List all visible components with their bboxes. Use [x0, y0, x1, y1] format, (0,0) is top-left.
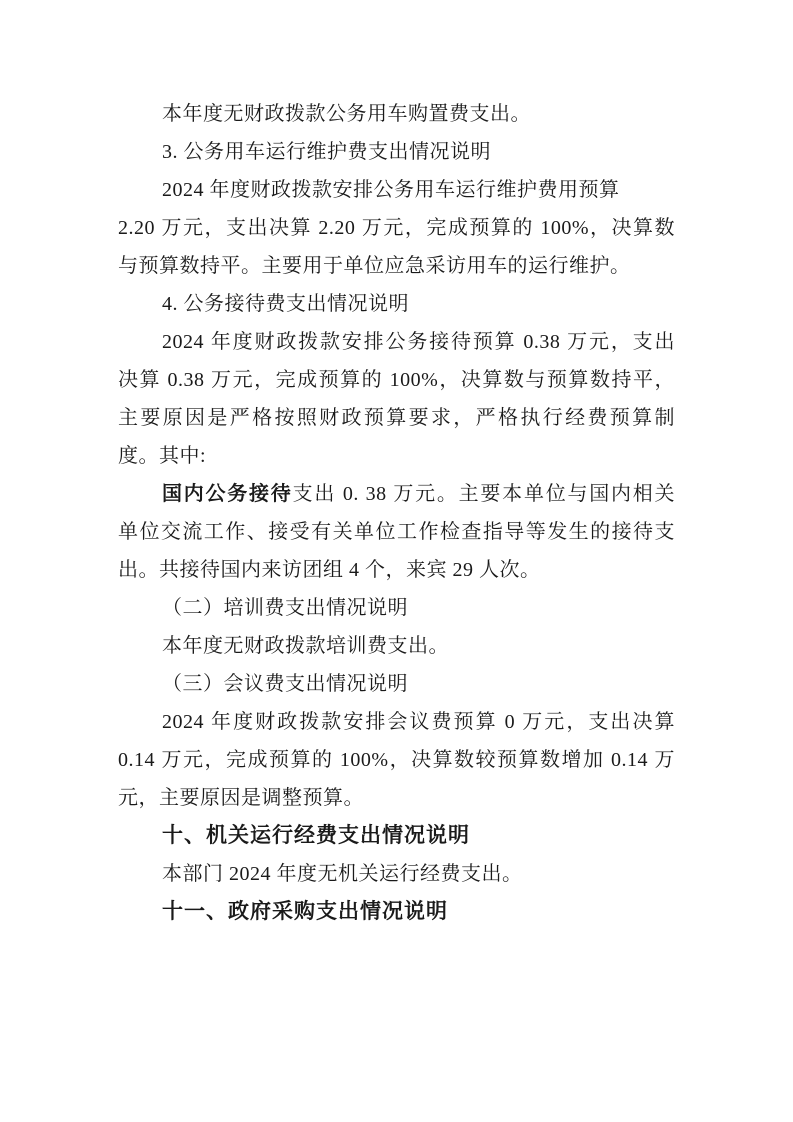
text-line: 主要原因是严格按照财政预算要求，严格执行经费预算制 [118, 407, 675, 429]
text-line: 本年度无财政拨款培训费支出。 [162, 635, 449, 657]
text-line: （二）培训费支出情况说明 [162, 597, 408, 619]
text-line: 2.20 万元，支出决算 2.20 万元，完成预算的 100%，决算数 [118, 217, 675, 239]
document-body [118, 95, 675, 931]
text-line: 决算 0.38 万元，完成预算的 100%，决算数与预算数持平， [118, 369, 675, 391]
text-line: 本年度无财政拨款公务用车购置费支出。 [162, 103, 531, 125]
text-line: 4. 公务接待费支出情况说明 [162, 293, 409, 315]
text-line: 度。其中: [118, 445, 207, 467]
text-line: 单位交流工作、接受有关单位工作检查指导等发生的接待支 [118, 521, 675, 543]
text-line [118, 475, 675, 513]
bold-run-domestic-reception: 国内公务接待 [162, 483, 293, 505]
text-line: （三）会议费支出情况说明 [162, 673, 408, 695]
text-line: 0.14 万元，完成预算的 100%，决算数较预算数增加 0.14 万 [118, 749, 675, 771]
text-line: 元，主要原因是调整预算。 [118, 787, 364, 809]
section-heading: 十一、政府采购支出情况说明 [162, 900, 448, 923]
text-run: 支出 0. 38 万元。主要本单位与国内相关 [292, 483, 676, 505]
text-line: 出。共接待国内来访团组 4 个，来宾 29 人次。 [118, 559, 541, 581]
text-line: 本部门 2024 年度无机关运行经费支出。 [162, 863, 523, 885]
text-line: 2024 年度财政拨款安排公务接待预算 0.38 万元，支出 [162, 331, 675, 353]
text-line: 2024 年度财政拨款安排会议费预算 0 万元，支出决算 [162, 711, 675, 733]
text-line: 3. 公务用车运行维护费支出情况说明 [162, 141, 491, 163]
text-line: 与预算数持平。主要用于单位应急采访用车的运行维护。 [118, 255, 631, 277]
section-heading: 十、机关运行经费支出情况说明 [162, 824, 470, 847]
text-line: 2024 年度财政拨款安排公务用车运行维护费用预算 [162, 179, 620, 201]
